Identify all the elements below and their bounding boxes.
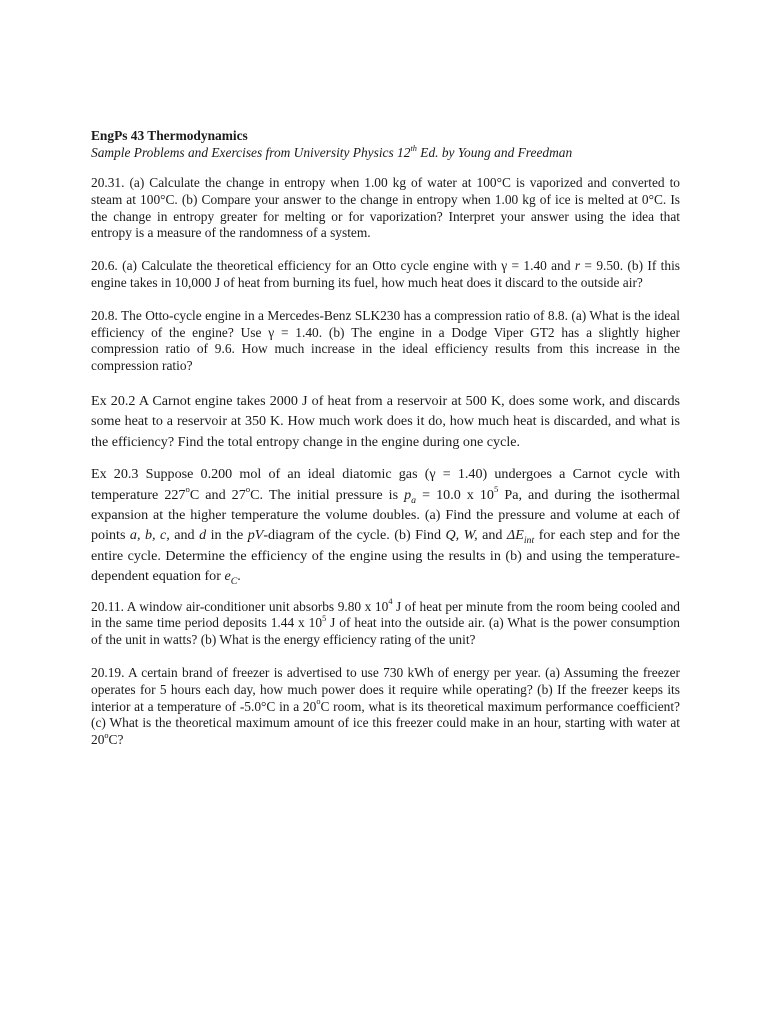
example-20-2: Ex 20.2 A Carnot engine takes 2000 J of heat from a reservoir at 500 K, does some work, and discards some heat to a reservoir at 350 K. How much work does it do, how much heat is discarded, and what is the efficiency? Find the total entropy change in the engine during one cycle. <box>91 392 680 450</box>
problem-20-19: 20.19. A certain brand of freezer is advertised to use 730 kWh of energy per year. (a) Assuming the freezer operates for 5 hours each day, how much power does it require while operating? (b) If the freezer keeps its interior at a temperature of -5.0°C in a 20$^o$C room, what is its theoretical maximum performance coefficient? (c) What is the theoretical maximum amount of ice this freezer could make in an hour, starting with water at 20$^o$C? <box>91 665 680 748</box>
document-subtitle: Sample Problems and Exercises from University Physics 12th Ed. by Young and Freedman <box>91 143 573 160</box>
problem-20-6: 20.6. (a) Calculate the theoretical efficiency for an Otto cycle engine with γ = 1.40 and r = 9.50. (b) If this engine takes in 10,000 J of heat from burning its fuel, how much heat does it discard to the outside air? <box>91 258 680 290</box>
document-title: EngPs 43 Thermodynamics <box>91 128 248 143</box>
document-page <box>91 127 680 749</box>
example-20-3: Ex 20.3 Suppose 0.200 mol of an ideal diatomic gas (γ = 1.40) undergoes a Carnot cycle with temperature 227$^o$C and 27$^o$C. The initial pressure is $p_a = 10.0$ x $10^5$ Pa, and during the isothermal expansion at the higher temperature the volume doubles. (a) Find the pressure and volume at each of points a, b, c, and d in the pV-diagram of the cycle. (b) Find Q, W, and $\Delta E_{int}$ for each step and for the entire cycle. Determine the efficiency of the engine using the results in (b) and using the temperature-dependent equation for $e_C$. <box>91 466 680 588</box>
problem-20-8: 20.8. The Otto-cycle engine in a Mercedes-Benz SLK230 has a compression ratio of 8.8. (a) What is the ideal efficiency of the engine? Use γ = 1.40. (b) The engine in a Dodge Viper GT2 has a slightly higher compression ratio of 9.6. How much increase in the ideal efficiency results from this increase in the compression ratio? <box>91 307 680 374</box>
problem-20-11: 20.11. A window air-conditioner unit absorbs 9.80 x $10^4$ J of heat per minute from the room being cooled and in the same time period deposits 1.44 x $10^5$ J of heat into the outside air. (a) What is the power consumption of the unit in watts? (b) What is the energy efficiency rating of the unit? <box>91 597 680 648</box>
problem-20-31: 20.31. (a) Calculate the change in entropy when 1.00 kg of water at 100°C is vaporized and converted to steam at 100°C. (b) Compare your answer to the change in entropy when 1.00 kg of ice is melted at 0°C. Is the change in entropy greater for melting or for vaporization? Interpret your answer using the idea that entropy is a measure of the randomness of a system. <box>91 175 680 241</box>
